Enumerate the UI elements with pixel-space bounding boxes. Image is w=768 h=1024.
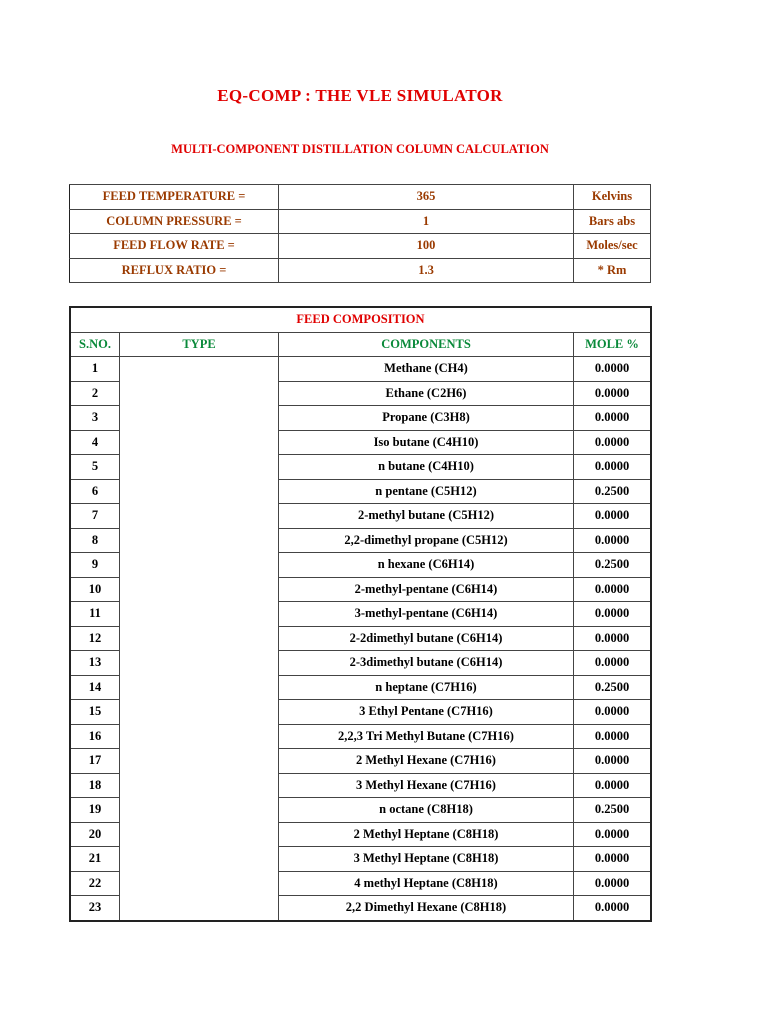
parameter-row bbox=[70, 185, 651, 210]
row-number: 4 bbox=[70, 430, 120, 455]
type-cell[interactable] bbox=[120, 700, 279, 725]
row-number: 19 bbox=[70, 798, 120, 823]
mole-percent-header: MOLE % bbox=[574, 332, 652, 357]
type-cell[interactable] bbox=[120, 406, 279, 431]
component-name: 3-methyl-pentane (C6H14) bbox=[279, 602, 574, 627]
parameter-row bbox=[70, 234, 651, 259]
parameter-value-cell[interactable]: 1.3 bbox=[279, 258, 574, 283]
type-cell[interactable] bbox=[120, 871, 279, 896]
component-name: Propane (C3H8) bbox=[279, 406, 574, 431]
table-row bbox=[70, 553, 651, 578]
components-header: COMPONENTS bbox=[279, 332, 574, 357]
table-row bbox=[70, 700, 651, 725]
component-name: 3 Ethyl Pentane (C7H16) bbox=[279, 700, 574, 725]
table-row bbox=[70, 651, 651, 676]
parameter-value-cell[interactable]: 100 bbox=[279, 234, 574, 259]
type-cell[interactable] bbox=[120, 455, 279, 480]
table-row bbox=[70, 847, 651, 872]
parameter-unit: Bars abs bbox=[574, 209, 651, 234]
table-row bbox=[70, 479, 651, 504]
parameter-label: FEED TEMPERATURE = bbox=[70, 185, 279, 210]
table-row bbox=[70, 504, 651, 529]
component-name: 2-methyl butane (C5H12) bbox=[279, 504, 574, 529]
type-cell[interactable] bbox=[120, 430, 279, 455]
feed-column-header-row bbox=[70, 332, 651, 357]
parameter-row bbox=[70, 258, 651, 283]
mole-percent-cell[interactable]: 0.2500 bbox=[574, 553, 652, 578]
component-name: n pentane (C5H12) bbox=[279, 479, 574, 504]
table-row bbox=[70, 798, 651, 823]
mole-percent-cell[interactable]: 0.0000 bbox=[574, 381, 652, 406]
row-number: 6 bbox=[70, 479, 120, 504]
type-cell[interactable] bbox=[120, 773, 279, 798]
component-name: 3 Methyl Heptane (C8H18) bbox=[279, 847, 574, 872]
type-header: TYPE bbox=[120, 332, 279, 357]
type-cell[interactable] bbox=[120, 553, 279, 578]
type-cell[interactable] bbox=[120, 896, 279, 921]
mole-percent-cell[interactable]: 0.0000 bbox=[574, 724, 652, 749]
row-number: 1 bbox=[70, 357, 120, 382]
parameter-unit: Moles/sec bbox=[574, 234, 651, 259]
type-cell[interactable] bbox=[120, 479, 279, 504]
row-number: 5 bbox=[70, 455, 120, 480]
parameter-value-cell[interactable]: 365 bbox=[279, 185, 574, 210]
type-cell[interactable] bbox=[120, 749, 279, 774]
type-cell[interactable] bbox=[120, 724, 279, 749]
row-number: 16 bbox=[70, 724, 120, 749]
mole-percent-cell[interactable]: 0.0000 bbox=[574, 626, 652, 651]
table-row bbox=[70, 822, 651, 847]
row-number: 7 bbox=[70, 504, 120, 529]
table-row bbox=[70, 455, 651, 480]
mole-percent-cell[interactable]: 0.0000 bbox=[574, 602, 652, 627]
type-cell[interactable] bbox=[120, 357, 279, 382]
component-name: 4 methyl Heptane (C8H18) bbox=[279, 871, 574, 896]
type-cell[interactable] bbox=[120, 847, 279, 872]
mole-percent-cell[interactable]: 0.0000 bbox=[574, 896, 652, 921]
table-row bbox=[70, 602, 651, 627]
type-cell[interactable] bbox=[120, 651, 279, 676]
mole-percent-cell[interactable]: 0.0000 bbox=[574, 651, 652, 676]
component-name: 2 Methyl Heptane (C8H18) bbox=[279, 822, 574, 847]
feed-composition-table bbox=[69, 306, 652, 922]
table-row bbox=[70, 773, 651, 798]
component-name: Ethane (C2H6) bbox=[279, 381, 574, 406]
mole-percent-cell[interactable]: 0.2500 bbox=[574, 798, 652, 823]
mole-percent-cell[interactable]: 0.0000 bbox=[574, 749, 652, 774]
row-number: 17 bbox=[70, 749, 120, 774]
table-row bbox=[70, 430, 651, 455]
component-name: 2-2dimethyl butane (C6H14) bbox=[279, 626, 574, 651]
mole-percent-cell[interactable]: 0.0000 bbox=[574, 700, 652, 725]
type-cell[interactable] bbox=[120, 381, 279, 406]
parameter-label: FEED FLOW RATE = bbox=[70, 234, 279, 259]
row-number: 2 bbox=[70, 381, 120, 406]
row-number: 14 bbox=[70, 675, 120, 700]
component-name: n butane (C4H10) bbox=[279, 455, 574, 480]
mole-percent-cell[interactable]: 0.2500 bbox=[574, 479, 652, 504]
mole-percent-cell[interactable]: 0.0000 bbox=[574, 504, 652, 529]
parameter-unit: * Rm bbox=[574, 258, 651, 283]
parameter-value-cell[interactable]: 1 bbox=[279, 209, 574, 234]
table-row bbox=[70, 626, 651, 651]
mole-percent-cell[interactable]: 0.0000 bbox=[574, 528, 652, 553]
row-number: 10 bbox=[70, 577, 120, 602]
parameter-label: COLUMN PRESSURE = bbox=[70, 209, 279, 234]
component-name: n octane (C8H18) bbox=[279, 798, 574, 823]
type-cell[interactable] bbox=[120, 602, 279, 627]
parameter-label: REFLUX RATIO = bbox=[70, 258, 279, 283]
mole-percent-cell[interactable]: 0.0000 bbox=[574, 406, 652, 431]
row-number: 11 bbox=[70, 602, 120, 627]
mole-percent-cell[interactable]: 0.0000 bbox=[574, 822, 652, 847]
feed-composition-heading: FEED COMPOSITION bbox=[70, 307, 651, 332]
parameters-table bbox=[69, 184, 651, 283]
component-name: 2-methyl-pentane (C6H14) bbox=[279, 577, 574, 602]
row-number: 18 bbox=[70, 773, 120, 798]
parameter-unit: Kelvins bbox=[574, 185, 651, 210]
parameter-row bbox=[70, 209, 651, 234]
mole-percent-cell[interactable]: 0.0000 bbox=[574, 871, 652, 896]
row-number: 21 bbox=[70, 847, 120, 872]
row-number: 3 bbox=[70, 406, 120, 431]
component-name: n heptane (C7H16) bbox=[279, 675, 574, 700]
mole-percent-cell[interactable]: 0.0000 bbox=[574, 847, 652, 872]
page-title: EQ-COMP : THE VLE SIMULATOR bbox=[217, 86, 503, 105]
mole-percent-cell[interactable]: 0.2500 bbox=[574, 675, 652, 700]
type-cell[interactable] bbox=[120, 798, 279, 823]
component-name: 3 Methyl Hexane (C7H16) bbox=[279, 773, 574, 798]
page-subtitle: MULTI-COMPONENT DISTILLATION COLUMN CALCULATION bbox=[171, 142, 549, 156]
row-number: 20 bbox=[70, 822, 120, 847]
table-row bbox=[70, 675, 651, 700]
mole-percent-cell[interactable]: 0.0000 bbox=[574, 773, 652, 798]
table-row bbox=[70, 871, 651, 896]
feed-heading-row bbox=[70, 307, 651, 332]
row-number: 13 bbox=[70, 651, 120, 676]
table-row bbox=[70, 577, 651, 602]
component-name: n hexane (C6H14) bbox=[279, 553, 574, 578]
type-cell[interactable] bbox=[120, 577, 279, 602]
table-row bbox=[70, 381, 651, 406]
row-number: 15 bbox=[70, 700, 120, 725]
table-row bbox=[70, 357, 651, 382]
row-number: 9 bbox=[70, 553, 120, 578]
table-row bbox=[70, 896, 651, 921]
component-name: Iso butane (C4H10) bbox=[279, 430, 574, 455]
type-cell[interactable] bbox=[120, 675, 279, 700]
type-cell[interactable] bbox=[120, 822, 279, 847]
type-cell[interactable] bbox=[120, 504, 279, 529]
row-number: 8 bbox=[70, 528, 120, 553]
table-row bbox=[70, 406, 651, 431]
mole-percent-cell[interactable]: 0.0000 bbox=[574, 357, 652, 382]
component-name: 2-3dimethyl butane (C6H14) bbox=[279, 651, 574, 676]
row-number: 23 bbox=[70, 896, 120, 921]
mole-percent-cell[interactable]: 0.0000 bbox=[574, 577, 652, 602]
component-name: 2 Methyl Hexane (C7H16) bbox=[279, 749, 574, 774]
row-number: 12 bbox=[70, 626, 120, 651]
type-cell[interactable] bbox=[120, 528, 279, 553]
table-row bbox=[70, 724, 651, 749]
component-name: 2,2,3 Tri Methyl Butane (C7H16) bbox=[279, 724, 574, 749]
component-name: Methane (CH4) bbox=[279, 357, 574, 382]
sno-header: S.NO. bbox=[70, 332, 120, 357]
component-name: 2,2-dimethyl propane (C5H12) bbox=[279, 528, 574, 553]
type-cell[interactable] bbox=[120, 626, 279, 651]
row-number: 22 bbox=[70, 871, 120, 896]
table-row bbox=[70, 749, 651, 774]
table-row bbox=[70, 528, 651, 553]
mole-percent-cell[interactable]: 0.0000 bbox=[574, 455, 652, 480]
component-name: 2,2 Dimethyl Hexane (C8H18) bbox=[279, 896, 574, 921]
mole-percent-cell[interactable]: 0.0000 bbox=[574, 430, 652, 455]
